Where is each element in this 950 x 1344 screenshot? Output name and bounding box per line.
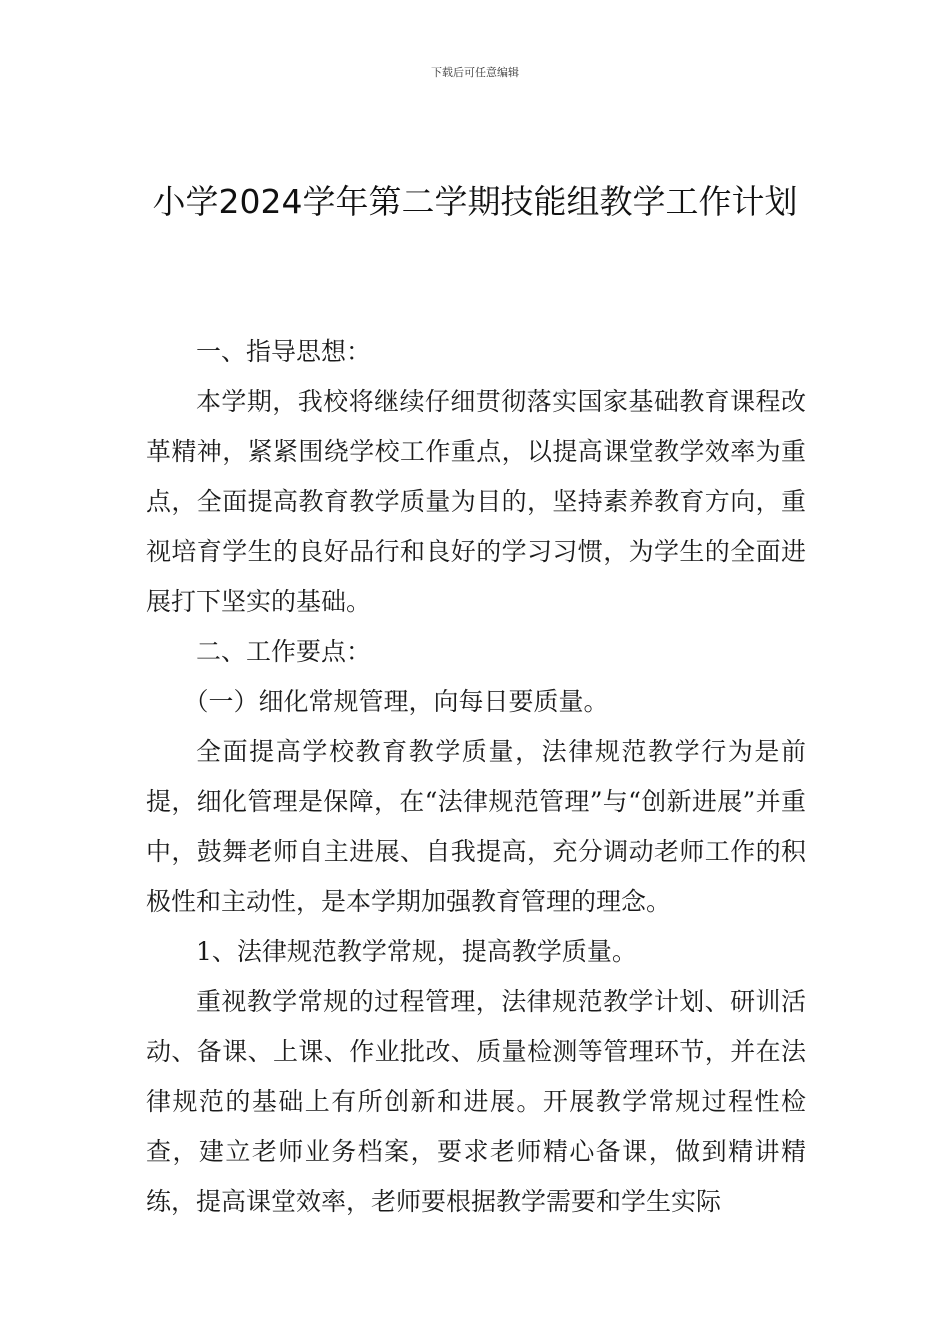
document-title: 小学2024学年第二学期技能组教学工作计划 (152, 182, 798, 221)
subsection-heading-routine-management: （一）细化常规管理，向每日要质量。 (183, 687, 609, 716)
document-body (146, 327, 806, 1227)
page-header-note: 下载后可任意编辑 (431, 66, 519, 79)
section-heading-work-points: 二、工作要点： (196, 637, 372, 666)
paragraph-routine-management: 全面提高学校教育教学质量，法律规范教学行为是前提，细化管理是保障，在“法律规范管理”与“创新进展”并重中，鼓舞老师自主进展、自我提高，充分调动老师工作的积极性和主动性，是本学期加强教育管理的理念。 (146, 737, 806, 916)
paragraph-guiding-ideology: 本学期，我校将继续仔细贯彻落实国家基础教育课程改革精神，紧紧围绕学校工作重点，以提高课堂教学效率为重点，全面提高教育教学质量为目的，坚持素养教育方向，重视培育学生的良好品行和良好的学习习惯，为学生的全面进展打下坚实的基础。 (146, 387, 806, 616)
item-heading-teaching-routine: 1、法律规范教学常规，提高教学质量。 (196, 937, 637, 966)
section-heading-guiding-ideology: 一、指导思想： (196, 337, 372, 366)
paragraph-teaching-routine: 重视教学常规的过程管理，法律规范教学计划、研训活动、备课、上课、作业批改、质量检测等管理环节，并在法律规范的基础上有所创新和进展。开展教学常规过程性检查，建立老师业务档案，要求老师精心备课，做到精讲精练，提高课堂效率，老师要根据教学需要和学生实际 (146, 987, 806, 1216)
